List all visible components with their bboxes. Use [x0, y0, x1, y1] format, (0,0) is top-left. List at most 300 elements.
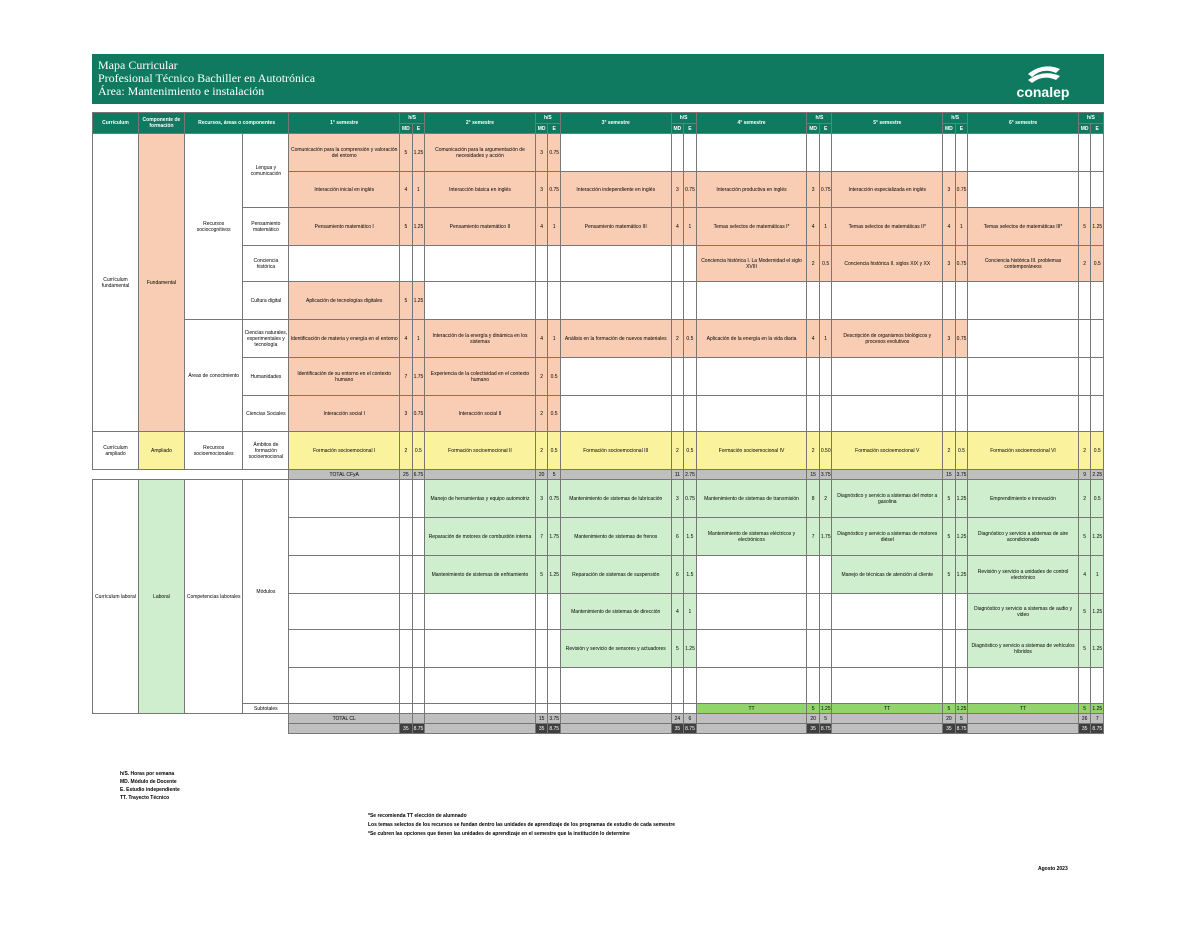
hours-md: 3: [400, 396, 413, 432]
hours-md: 4: [535, 320, 548, 358]
empty-cell: [684, 246, 697, 282]
hours-e: 1.25: [1091, 208, 1104, 246]
hours-md: 5: [943, 518, 956, 556]
empty-cell: [819, 134, 832, 172]
total-md: 25: [400, 470, 413, 480]
empty-cell: [1078, 282, 1091, 320]
sub-pensamiento: Pensamiento matemático: [243, 208, 289, 246]
hours-md: 2: [535, 358, 548, 396]
hours-md: 3: [535, 134, 548, 172]
hours-md: 5: [1078, 518, 1091, 556]
empty-cell: [400, 556, 413, 594]
module-cell: Mantenimiento de sistemas eléctricos y electrónicos: [696, 518, 807, 556]
col-e: E: [412, 124, 425, 134]
hours-md: 4: [807, 208, 820, 246]
hours-e: 0.75: [548, 480, 561, 518]
grand-md: 35: [671, 724, 684, 734]
hours-md: 3: [943, 246, 956, 282]
hours-e: 2: [819, 480, 832, 518]
empty-cell: [412, 594, 425, 630]
hours-md: 4: [1078, 556, 1091, 594]
col-md: MD: [1078, 124, 1091, 134]
empty-cell: [807, 134, 820, 172]
total-md: 9: [1078, 470, 1091, 480]
tt-md: 5: [1078, 704, 1091, 714]
uac-cell: Temas selectos de matemáticas II*: [832, 208, 943, 246]
tt-e: 1.25: [956, 705, 967, 712]
comp-ampliado: Ampliado: [138, 432, 184, 470]
empty-cell: [832, 630, 943, 668]
empty-cell: [968, 396, 1079, 432]
hours-md: 7: [400, 358, 413, 396]
hours-md: 7: [535, 518, 548, 556]
empty-cell: [684, 134, 697, 172]
col-md: MD: [807, 124, 820, 134]
total-md: 24: [671, 714, 684, 724]
hours-md: 4: [400, 172, 413, 208]
hours-md: 4: [943, 208, 956, 246]
total-e: 6: [684, 714, 697, 724]
empty-cell: [807, 358, 820, 396]
total-e: 5: [955, 714, 968, 724]
uac-cell: Análisis en la formación de nuevos materiales: [560, 320, 671, 358]
total-md: 15: [943, 470, 956, 480]
empty-cell: [1078, 396, 1091, 432]
empty-cell: [943, 594, 956, 630]
empty-cell: [289, 630, 400, 668]
hours-md: 2: [535, 396, 548, 432]
empty-cell: [289, 556, 400, 594]
uac-cell: Pensamiento matemático I: [289, 208, 400, 246]
col-curriculum: Currículum: [93, 113, 139, 134]
hours-e: 1.25: [955, 556, 968, 594]
uac-cell: Identificación de su entorno en el contexto humano: [289, 358, 400, 396]
col-md: MD: [943, 124, 956, 134]
uac-cell: Interacción inicial en inglés: [289, 172, 400, 208]
competencias-laborales: Competencias laborales: [184, 480, 242, 714]
empty-cell: [1091, 172, 1104, 208]
empty-cell: [819, 630, 832, 668]
col-sem6: 6° semestre: [968, 113, 1079, 134]
empty-cell: [425, 282, 536, 320]
empty-cell: [671, 282, 684, 320]
empty-cell: [560, 358, 671, 396]
empty-cell: [832, 282, 943, 320]
module-cell: Diagnóstico y servicio a sistemas de audio y video: [968, 594, 1079, 630]
spacer-cell: [93, 724, 289, 734]
empty-cell: [412, 518, 425, 556]
col-hs: h/S: [400, 113, 425, 124]
sub-ambitos: Ámbitos de formación socioemocional: [243, 432, 289, 470]
hours-e: 1: [819, 208, 832, 246]
hours-e: 1: [684, 208, 697, 246]
empty-cell: [696, 358, 807, 396]
empty-cell: [400, 714, 413, 724]
module-cell: Reparación de motores de combustión interna: [425, 518, 536, 556]
module-cell: Mantenimiento de sistemas de lubricación: [560, 480, 671, 518]
uac-cell: Comunicación para la argumentación de necesidades y acción: [425, 134, 536, 172]
hours-e: 0.5: [1091, 480, 1104, 518]
hours-md: 3: [671, 480, 684, 518]
uac-cell: Pensamiento matemático III: [560, 208, 671, 246]
uac-cell: Descripción de organismos biológicos y procesos evolutivos: [832, 320, 943, 358]
empty-cell: [425, 704, 536, 714]
total-md: 20: [535, 470, 548, 480]
hours-md: 2: [671, 432, 684, 470]
total-e: 3.75: [820, 471, 831, 478]
empty-cell: [684, 668, 697, 704]
sub-conciencia: Conciencia histórica: [243, 246, 289, 282]
hours-e: 0.75: [955, 246, 968, 282]
hours-md: 3: [535, 480, 548, 518]
empty-cell: [400, 594, 413, 630]
grand-md: 35: [535, 724, 548, 734]
empty-cell: [968, 172, 1079, 208]
col-hs: h/S: [1078, 113, 1103, 124]
sub-cultura-digital: Cultura digital: [243, 282, 289, 320]
empty-cell: [955, 668, 968, 704]
hours-md: 3: [807, 172, 820, 208]
empty-cell: [548, 630, 561, 668]
empty-cell: [943, 282, 956, 320]
module-cell: Mantenimiento de sistemas de frenos: [560, 518, 671, 556]
empty-cell: [400, 630, 413, 668]
empty-cell: [968, 714, 1079, 724]
empty-cell: [548, 668, 561, 704]
empty-cell: [696, 470, 807, 480]
empty-cell: [1091, 358, 1104, 396]
total-e: 3.75: [956, 471, 967, 478]
empty-cell: [289, 668, 400, 704]
col-recursos: Recursos, áreas o componentes: [184, 113, 288, 134]
empty-cell: [955, 594, 968, 630]
hours-e: 0.75: [955, 172, 968, 208]
total-e: 6.75: [413, 471, 424, 478]
col-sem2: 2° semestre: [425, 113, 536, 134]
title-line-3: Área: Mantenimiento e instalación: [98, 84, 265, 98]
hours-e: 0.5: [819, 246, 832, 282]
hours-md: 4: [535, 208, 548, 246]
hours-e: 1.25: [548, 556, 561, 594]
conalep-logo-icon: [998, 60, 1088, 84]
col-hs: h/S: [535, 113, 560, 124]
total-md: 15: [807, 470, 820, 480]
hours-md: 2: [535, 432, 548, 470]
areas-conocimiento: Áreas de conocimiento: [184, 320, 242, 432]
empty-cell: [412, 714, 425, 724]
hours-e: 0.75: [684, 480, 697, 518]
module-cell: Revisión y servicio a unidades de control electrónico: [968, 556, 1079, 594]
hours-md: 2: [943, 432, 956, 470]
total-md: 11: [671, 470, 684, 480]
hours-e: 1.25: [955, 518, 968, 556]
empty-cell: [943, 668, 956, 704]
empty-cell: [289, 246, 400, 282]
hours-md: 5: [400, 282, 413, 320]
hours-e: 1: [412, 172, 425, 208]
uac-cell: Formación socioemocional V: [832, 432, 943, 470]
hours-e: 1.25: [1091, 518, 1104, 556]
hours-md: 5: [671, 630, 684, 668]
empty-cell: [671, 668, 684, 704]
empty-cell: [819, 396, 832, 432]
tt-cell: TT: [696, 704, 807, 714]
empty-cell: [1091, 668, 1104, 704]
grand-e: 8.75: [413, 725, 424, 732]
hours-md: 5: [943, 556, 956, 594]
empty-cell: [560, 396, 671, 432]
empty-cell: [535, 282, 548, 320]
empty-cell: [819, 282, 832, 320]
logo-text: conalep: [1016, 84, 1070, 100]
total-md: 20: [943, 714, 956, 724]
empty-cell: [684, 396, 697, 432]
empty-cell: [535, 704, 548, 714]
empty-cell: [807, 668, 820, 704]
uac-cell: Interacción especializada en inglés: [832, 172, 943, 208]
empty-cell: [412, 480, 425, 518]
comp-fundamental: Fundamental: [138, 134, 184, 432]
hours-e: 1.25: [1091, 630, 1104, 668]
hours-e: 1.25: [412, 208, 425, 246]
module-cell: Mantenimiento de sistemas de transmisión: [696, 480, 807, 518]
hours-md: 2: [1078, 246, 1091, 282]
empty-cell: [412, 704, 425, 714]
col-e: E: [548, 124, 561, 134]
uac-cell: Aplicación de tecnologías digitales: [289, 282, 400, 320]
empty-cell: [289, 594, 400, 630]
tt-cell: TT: [968, 704, 1079, 714]
col-sem1: 1° semestre: [289, 113, 400, 134]
empty-cell: [412, 630, 425, 668]
empty-cell: [535, 630, 548, 668]
empty-cell: [412, 246, 425, 282]
empty-cell: [425, 246, 536, 282]
empty-cell: [400, 668, 413, 704]
empty-cell: [560, 134, 671, 172]
empty-cell: [425, 724, 536, 734]
footnote-3: *Se cubren las opciones que tienen las unidades de aprendizaje en el semestre que la institución lo determine: [368, 831, 630, 837]
empty-cell: [412, 556, 425, 594]
hours-e: 0.75: [684, 172, 697, 208]
hours-e: 1.75: [819, 518, 832, 556]
footnote-1: *Se recomienda TT elección de alumnado: [368, 813, 467, 819]
uac-cell: Formación socioemocional III: [560, 432, 671, 470]
grand-md: 35: [1078, 724, 1091, 734]
uac-cell: Experiencia de la colectividad en el contexto humano: [425, 358, 536, 396]
hours-e: 1.5: [684, 518, 697, 556]
hours-md: 5: [535, 556, 548, 594]
legend-notes: [120, 770, 180, 802]
hours-e: 1.25: [1091, 594, 1104, 630]
tt-e: 1.25: [1092, 705, 1103, 712]
empty-cell: [560, 246, 671, 282]
empty-cell: [968, 724, 1079, 734]
hours-md: 3: [671, 172, 684, 208]
uac-cell: Formación socioemocional IV: [696, 432, 807, 470]
conalep-logo: [998, 60, 1088, 100]
title-line-1: Mapa Curricular: [98, 58, 178, 72]
comp-laboral: Laboral: [138, 480, 184, 714]
hours-md: 2: [1078, 480, 1091, 518]
hours-md: 5: [400, 208, 413, 246]
empty-cell: [425, 668, 536, 704]
total-e: 5: [548, 470, 561, 480]
empty-cell: [671, 358, 684, 396]
total-e: 2.25: [1092, 471, 1103, 478]
hours-e: 0.75: [548, 134, 561, 172]
grand-md: 35: [400, 724, 413, 734]
tt-md: 5: [943, 704, 956, 714]
empty-cell: [560, 282, 671, 320]
empty-cell: [1078, 134, 1091, 172]
empty-cell: [807, 630, 820, 668]
empty-cell: [1091, 320, 1104, 358]
hours-md: 2: [1078, 432, 1091, 470]
grand-md: 35: [807, 724, 820, 734]
module-cell: Revisión y servicio de sensores y actuadores: [560, 630, 671, 668]
empty-cell: [560, 704, 671, 714]
empty-cell: [1078, 172, 1091, 208]
empty-cell: [289, 518, 400, 556]
tt-e: 1.25: [820, 705, 831, 712]
col-hs: h/S: [943, 113, 968, 124]
col-sem3: 3° semestre: [560, 113, 671, 134]
hours-md: 4: [807, 320, 820, 358]
empty-cell: [671, 704, 684, 714]
hours-md: 2: [807, 246, 820, 282]
empty-cell: [807, 282, 820, 320]
empty-cell: [943, 358, 956, 396]
document-date: Agosto 2023: [1038, 866, 1068, 872]
empty-cell: [696, 396, 807, 432]
hours-e: 0.75: [412, 396, 425, 432]
col-e: E: [955, 124, 968, 134]
hours-md: 3: [535, 172, 548, 208]
empty-cell: [535, 246, 548, 282]
empty-cell: [412, 668, 425, 704]
empty-cell: [943, 630, 956, 668]
col-md: MD: [400, 124, 413, 134]
empty-cell: [1078, 668, 1091, 704]
empty-cell: [684, 282, 697, 320]
total-cl-label: TOTAL CL: [289, 714, 400, 724]
spacer-cell: [93, 470, 289, 480]
empty-cell: [819, 668, 832, 704]
sub-lengua: Lengua y comunicación: [243, 134, 289, 208]
module-cell: Manejo de técnicas de atención al cliente: [832, 556, 943, 594]
hours-md: 6: [671, 556, 684, 594]
curr-ampliado: Currículum ampliado: [93, 432, 139, 470]
hours-e: 0.5: [412, 432, 425, 470]
empty-cell: [968, 282, 1079, 320]
empty-cell: [1078, 358, 1091, 396]
note-md: MD. Módulo de Docente: [120, 779, 177, 785]
empty-cell: [943, 134, 956, 172]
module-cell: Manejo de herramientas y equipo automotriz: [425, 480, 536, 518]
tt-md: 5: [807, 704, 820, 714]
hours-e: 1.25: [412, 282, 425, 320]
uac-cell: Conciencia histórica III. problemas contemporáneos: [968, 246, 1079, 282]
empty-cell: [684, 704, 697, 714]
uac-cell: Interacción social II: [425, 396, 536, 432]
empty-cell: [832, 668, 943, 704]
uac-cell: Conciencia histórica I. La Modernidad el siglo XVIII: [696, 246, 807, 282]
col-hs: h/S: [807, 113, 832, 124]
hours-e: 1.75: [548, 518, 561, 556]
tt-cell: TT: [832, 704, 943, 714]
note-tt: TT. Trayecto Técnico: [120, 795, 170, 801]
total-e: 2.75: [685, 471, 695, 478]
hours-e: 1: [819, 320, 832, 358]
hours-e: 0.5: [548, 432, 561, 470]
total-e: 5: [819, 714, 832, 724]
empty-cell: [807, 594, 820, 630]
sub-subtotales: Subtotales: [243, 704, 289, 714]
total-md: 15: [535, 714, 548, 724]
empty-cell: [671, 246, 684, 282]
uac-cell: Aplicación de la energía en la vida diaria: [696, 320, 807, 358]
hours-md: 7: [807, 518, 820, 556]
hours-e: 0.75: [819, 172, 832, 208]
hours-md: 5: [1078, 594, 1091, 630]
curr-laboral: Currículum laboral: [93, 480, 139, 714]
rec-sociocognitivos: Recursos sociocognitivos: [184, 134, 242, 320]
empty-cell: [560, 714, 671, 724]
uac-cell: Identificación de materia y energía en el entorno: [289, 320, 400, 358]
hours-md: 4: [400, 320, 413, 358]
hours-md: 2: [400, 432, 413, 470]
empty-cell: [560, 724, 671, 734]
empty-cell: [696, 556, 807, 594]
hours-md: 2: [671, 320, 684, 358]
col-sem5: 5° semestre: [832, 113, 943, 134]
hours-e: 0.75: [955, 320, 968, 358]
hours-md: 5: [1078, 630, 1091, 668]
footnote-2: Los temas selectos de los recursos se fundan dentro las unidades de aprendizaje de los programas de estudio de cada semestre: [368, 822, 676, 828]
empty-cell: [819, 556, 832, 594]
empty-cell: [807, 396, 820, 432]
hours-md: 4: [671, 594, 684, 630]
empty-cell: [955, 134, 968, 172]
grand-e: 8.75: [549, 725, 560, 732]
empty-cell: [696, 724, 807, 734]
empty-cell: [425, 470, 536, 480]
empty-cell: [955, 630, 968, 668]
hours-e: 0.75: [548, 172, 561, 208]
uac-cell: Interacción social I: [289, 396, 400, 432]
uac-cell: Formación socioemocional I: [289, 432, 400, 470]
rec-socioemocionales: Recursos socioemocionales: [184, 432, 242, 470]
col-sem4: 4° semestre: [696, 113, 807, 134]
module-cell: Mantenimiento de sistemas de dirección: [560, 594, 671, 630]
empty-cell: [1091, 282, 1104, 320]
empty-cell: [560, 668, 671, 704]
header-banner: [92, 54, 1104, 104]
hours-md: 6: [671, 518, 684, 556]
total-cfya-label: TOTAL CFyA: [289, 470, 400, 480]
col-e: E: [684, 124, 697, 134]
module-cell: Diagnóstico y servicio a sistemas de vehículos híbridos: [968, 630, 1079, 668]
grand-e: 8.75: [1092, 725, 1103, 732]
empty-cell: [425, 630, 536, 668]
empty-cell: [696, 630, 807, 668]
empty-cell: [832, 134, 943, 172]
empty-cell: [400, 704, 413, 714]
curriculum-table: [92, 112, 1104, 734]
hours-e: 0.5: [1091, 432, 1104, 470]
empty-cell: [955, 358, 968, 396]
